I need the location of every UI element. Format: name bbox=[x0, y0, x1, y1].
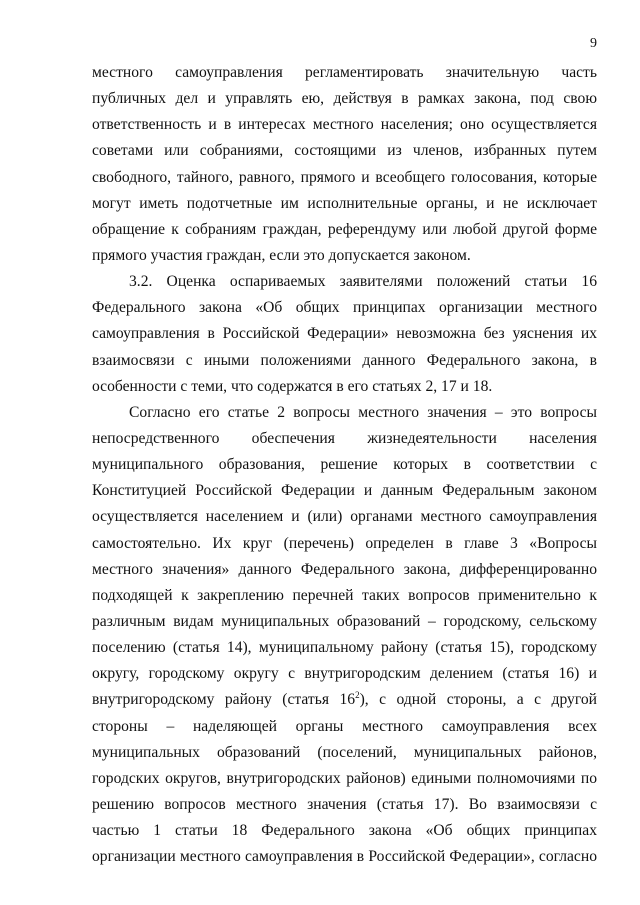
text-line: различным видам муниципальных образований – городскому, сельскому bbox=[92, 612, 597, 630]
superscript: 2 bbox=[355, 690, 360, 701]
text-line: решению вопросов местного значения (статья 17). Во взаимосвязи с bbox=[92, 795, 597, 813]
text-line: особенности с теми, что содержатся в его статьях 2, 17 и 18. bbox=[92, 377, 493, 395]
text-line: ответственность и в интересах местного населения; оно осуществляется bbox=[92, 116, 597, 134]
page-number: 9 bbox=[590, 36, 597, 51]
text-line: организации местного самоуправления в Российской Федерации», согласно bbox=[92, 848, 597, 866]
text-line: поселению (статья 14), муниципальному району (статья 15), городскому bbox=[92, 639, 597, 657]
text-line: стороны – наделяющей органы местного самоуправления всех bbox=[92, 717, 597, 735]
text-line: местного значения» данного Федерального закона, дифференцированно bbox=[92, 560, 597, 578]
text-line: могут иметь подотчетные им исполнительные органы, и не исключает bbox=[92, 194, 597, 212]
text-line: самоуправления в Российской Федерации» невозможна без уяснения их bbox=[92, 325, 597, 343]
text-line: публичных дел и управлять ею, действуя в рамках закона, под свою bbox=[92, 90, 597, 108]
text-line: Конституцией Российской Федерации и данным Федеральным законом bbox=[92, 482, 597, 500]
text-line: муниципального образования, решение которых в соответствии с bbox=[92, 456, 597, 474]
text-line: самостоятельно. Их круг (перечень) определен в главе 3 «Вопросы bbox=[92, 534, 597, 552]
text-line: городских округов, внутригородских районов) едиными полномочиями по bbox=[92, 769, 597, 787]
text-line bbox=[92, 687, 597, 713]
text-line: непосредственного обеспечения жизнедеятельности населения bbox=[92, 429, 597, 447]
text-line-part: внутригородскому району (статья 16 bbox=[92, 691, 356, 709]
text-line: прямого участия граждан, если это допускается законом. bbox=[92, 246, 471, 264]
text-line: местного самоуправления регламентировать значительную часть bbox=[92, 64, 597, 81]
text-line: обращение к собраниям граждан, референдуму или любой другой форме bbox=[92, 220, 597, 238]
text-line: осуществляется населением и (или) органами местного самоуправления bbox=[92, 508, 597, 526]
text-line: подходящей к закреплению перечней таких вопросов применительно к bbox=[92, 586, 597, 604]
text-line: Согласно его статье 2 вопросы местного значения – это вопросы bbox=[129, 403, 597, 421]
text-line: частью 1 статьи 18 Федерального закона «Об общих принципах bbox=[92, 822, 597, 840]
text-line-part: ), с одной стороны, а с другой bbox=[359, 691, 597, 709]
text-line: 3.2. Оценка оспариваемых заявителями положений статьи 16 bbox=[129, 273, 597, 291]
text-line: свободного, тайного, равного, прямого и всеобщего голосования, которые bbox=[92, 168, 597, 186]
text-line: взаимосвязи с иными положениями данного Федерального закона, в bbox=[92, 351, 597, 369]
text-line: Федерального закона «Об общих принципах организации местного bbox=[92, 299, 597, 317]
text-line: муниципальных образований (поселений, муниципальных районов, bbox=[92, 743, 597, 761]
text-line: советами или собраниями, состоящими из членов, избранных путем bbox=[92, 142, 597, 160]
body-text bbox=[92, 60, 597, 870]
text-line: округу, городскому округу с внутригородским делением (статья 16) и bbox=[92, 665, 597, 683]
